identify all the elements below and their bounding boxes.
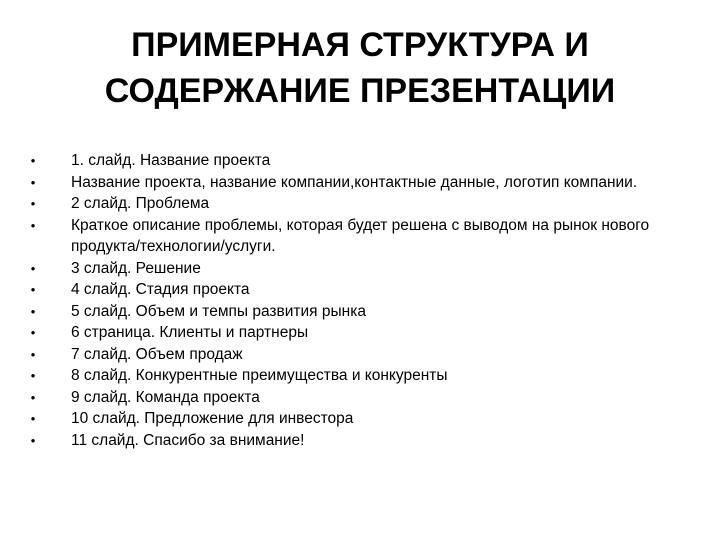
- bullet-icon: •: [30, 303, 36, 319]
- bullet-icon: •: [30, 346, 36, 362]
- bullet-item-9: [26, 344, 686, 366]
- bullet-icon: •: [30, 260, 36, 276]
- bullet-icon: •: [30, 282, 36, 297]
- bullet-icon: •: [30, 174, 36, 190]
- bullet-icon: •: [30, 196, 36, 211]
- bullet-icon: •: [30, 217, 36, 233]
- bullet-text: Краткое описание проблемы, которая будет решена с выводом на рынок нового продукта/технологии/услуги.: [71, 216, 650, 255]
- bullet-item-4: [26, 215, 686, 258]
- bullet-icon: •: [30, 368, 36, 383]
- bullet-icon: •: [30, 325, 36, 340]
- bullet-item-10: [26, 365, 686, 387]
- bullet-icon: •: [30, 389, 36, 405]
- bullet-item-13: [26, 430, 686, 452]
- bullet-item-3: [26, 193, 686, 215]
- slide-title-line-2: СОДЕРЖАНИЕ ПРЕЗЕНТАЦИИ: [104, 72, 616, 110]
- bullet-item-5: [26, 258, 686, 280]
- bullet-text: 8 слайд. Конкурентные преимущества и конкуренты: [71, 367, 448, 384]
- bullet-text: Название проекта, название компании,контактные данные, логотип компании.: [71, 173, 638, 191]
- bullet-item-12: [26, 408, 686, 430]
- bullet-text: 1. слайд. Название проекта: [71, 152, 271, 169]
- bullet-item-8: [26, 322, 686, 344]
- bullet-item-7: [26, 301, 686, 323]
- bullet-text: 6 страница. Клиенты и партнеры: [71, 324, 309, 341]
- bullet-text: 10 слайд. Предложение для инвестора: [71, 410, 354, 427]
- bullet-item-1: [26, 150, 686, 172]
- bullet-item-6: [26, 279, 686, 301]
- bullet-icon: •: [30, 411, 36, 426]
- bullet-icon: •: [30, 153, 36, 168]
- bullet-text: 5 слайд. Объем и темпы развития рынка: [71, 302, 366, 320]
- bullet-text: 9 слайд. Команда проекта: [71, 388, 260, 406]
- bullet-icon: •: [30, 432, 36, 448]
- bullet-text: 7 слайд. Объем продаж: [71, 345, 243, 363]
- bullet-item-11: [26, 387, 686, 409]
- bullet-item-2: [26, 172, 686, 194]
- bullet-list: [26, 150, 686, 451]
- slide-title: [0, 22, 720, 114]
- bullet-text: 11 слайд. Спасибо за внимание!: [71, 431, 305, 449]
- bullet-text: 2 слайд. Проблема: [71, 195, 210, 212]
- bullet-text: 4 слайд. Стадия проекта: [71, 281, 250, 298]
- bullet-text: 3 слайд. Решение: [71, 259, 201, 277]
- slide-title-line-1: ПРИМЕРНАЯ СТРУКТУРА И: [131, 26, 589, 64]
